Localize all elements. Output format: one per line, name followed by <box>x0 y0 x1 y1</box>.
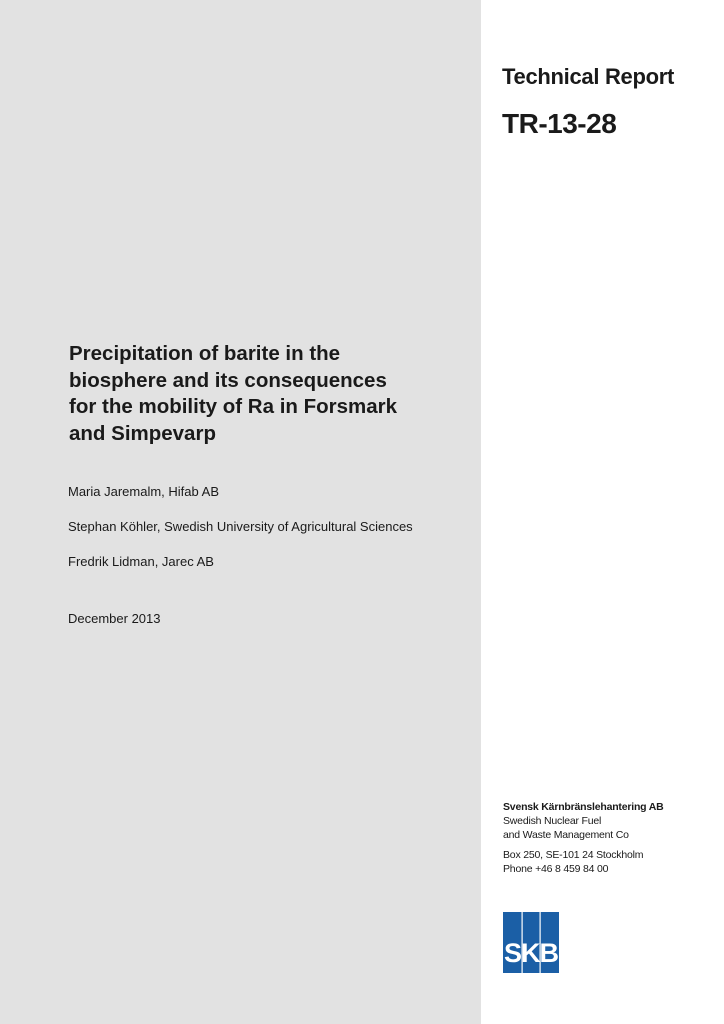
publisher-english-name: and Waste Management Co <box>503 829 629 841</box>
document-title <box>69 341 449 447</box>
report-number: TR-13-28 <box>502 108 617 139</box>
skb-logo-icon <box>503 912 559 973</box>
report-series-label: Technical Report <box>502 64 675 89</box>
publisher-name: Svensk Kärnbränslehantering AB <box>503 801 664 813</box>
title-line: biosphere and its consequences <box>69 368 387 392</box>
publisher-block <box>503 800 713 876</box>
title-line: and Simpevarp <box>69 421 216 445</box>
title-line: for the mobility of Ra in Forsmark <box>69 395 398 418</box>
author-line: Stephan Köhler, Swedish University of Agricultural Sciences <box>68 519 413 534</box>
publisher-phone: Phone +46 8 459 84 00 <box>503 863 609 875</box>
publisher-address: Box 250, SE-101 24 Stockholm <box>503 849 644 861</box>
publisher-english-name: Swedish Nuclear Fuel <box>503 815 602 827</box>
author-line: Fredrik Lidman, Jarec AB <box>68 554 214 569</box>
logo-text: SKB <box>503 938 559 968</box>
title-line: Precipitation of barite in the <box>69 342 341 365</box>
author-line: Maria Jaremalm, Hifab AB <box>68 484 219 499</box>
publication-date: December 2013 <box>68 611 161 626</box>
